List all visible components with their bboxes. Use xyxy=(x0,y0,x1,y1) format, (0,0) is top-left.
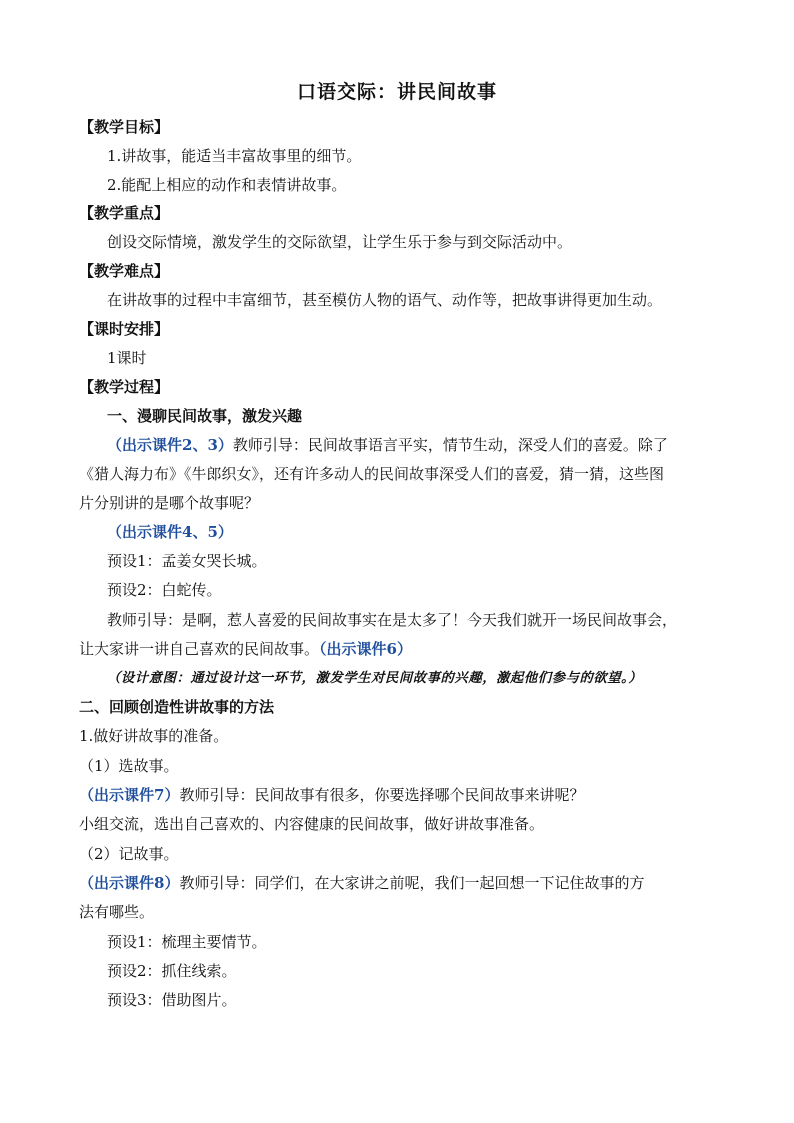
paragraph-text: 教师引导：同学们，在大家讲之前呢，我们一起回想一下记住故事的方 xyxy=(179,874,645,892)
paragraph-text: 教师引导：民间故事有很多，你要选择哪个民间故事来讲呢？ xyxy=(179,786,585,804)
part1-paragraph3-line-1: 教师引导：是啊，惹人喜爱的民间故事实在是太多了！今天我们就开一场民间故事会， xyxy=(107,611,678,629)
courseware-mark-4-5: （出示课件4、5） xyxy=(107,523,233,541)
q2-line-1 xyxy=(79,873,644,893)
q2-line-2: 法有哪些。 xyxy=(79,903,155,921)
paragraph-text: 让大家讲一讲自己喜欢的民间故事。 xyxy=(79,640,320,658)
sub-step-2: （2）记故事。 xyxy=(79,845,179,863)
part1-paragraph-line-2: 《猎人海力布》《牛郎织女》，还有许多动人的民间故事深受人们的喜爱，猜一猜，这些图 xyxy=(79,465,665,483)
difficulties-text: 在讲故事的过程中丰富细节，甚至模仿人物的语气、动作等，把故事讲得更加生动。 xyxy=(107,291,663,309)
q1-follow: 小组交流，选出自己喜欢的、内容健康的民间故事，做好讲故事准备。 xyxy=(79,815,545,833)
q1-line xyxy=(79,785,584,805)
preset-1: 预设1：孟姜女哭长城。 xyxy=(107,552,267,570)
schedule-text: 1课时 xyxy=(107,349,147,367)
process-heading: 【教学过程】 xyxy=(79,378,170,396)
goal-item-1: 1.讲故事，能适当丰富故事里的细节。 xyxy=(107,147,362,165)
step-1: 1.做好讲故事的准备。 xyxy=(79,727,229,745)
document-title: 口语交际：讲民间故事 xyxy=(296,81,497,103)
preset-c: 预设3：借助图片。 xyxy=(107,991,237,1009)
courseware-mark: （出示课件2、3） xyxy=(107,436,233,454)
courseware-mark: （出示课件6） xyxy=(319,640,412,658)
difficulties-heading: 【教学难点】 xyxy=(79,262,170,280)
preset-2: 预设2：白蛇传。 xyxy=(107,581,222,599)
courseware-mark: （出示课件7） xyxy=(79,786,180,804)
goals-heading: 【教学目标】 xyxy=(79,118,170,136)
part1-paragraph-line-1 xyxy=(107,435,668,455)
part1-title: 一、漫聊民间故事，激发兴趣 xyxy=(107,407,303,425)
courseware-mark: （出示课件8） xyxy=(79,874,180,892)
schedule-heading: 【课时安排】 xyxy=(79,320,170,338)
part1-paragraph3-line-2 xyxy=(79,639,412,659)
paragraph-text: 教师引导：民间故事语言平实，情节生动，深受人们的喜爱。除了 xyxy=(232,436,668,454)
goal-item-2: 2.能配上相应的动作和表情讲故事。 xyxy=(107,176,347,194)
key-points-text: 创设交际情境，激发学生的交际欲望，让学生乐于参与到交际活动中。 xyxy=(107,233,573,251)
key-points-heading: 【教学重点】 xyxy=(79,204,170,222)
preset-a: 预设1：梳理主要情节。 xyxy=(107,933,267,951)
preset-b: 预设2：抓住线索。 xyxy=(107,962,237,980)
sub-step-1: （1）选故事。 xyxy=(79,757,179,775)
part2-title: 二、回顾创造性讲故事的方法 xyxy=(79,698,275,716)
part1-paragraph-line-3: 片分别讲的是哪个故事呢？ xyxy=(79,494,260,512)
design-intent-note: （设计意图：通过设计这一环节，激发学生对民间故事的兴趣，激起他们参与的欲望。） xyxy=(107,671,643,686)
